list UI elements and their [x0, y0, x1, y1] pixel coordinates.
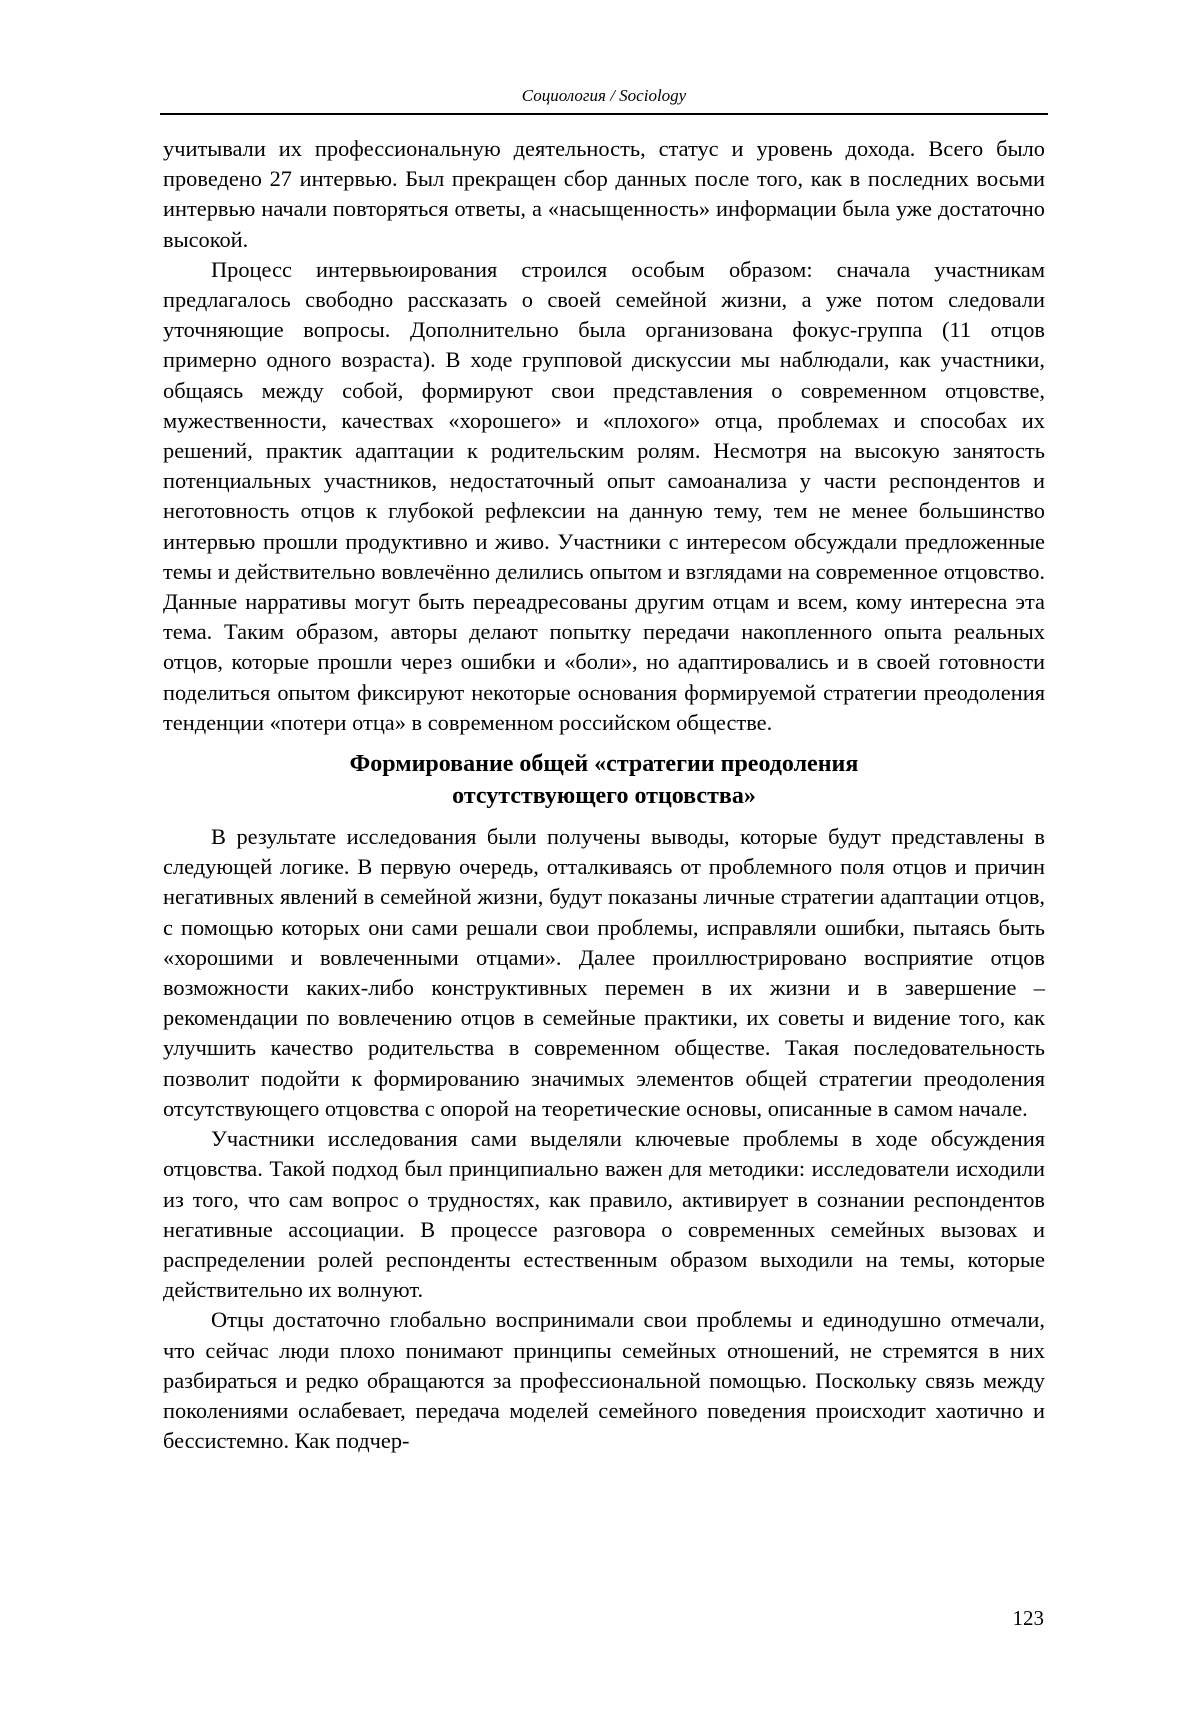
paragraph-fathers: Отцы достаточно глобально воспринимали свои проблемы и единодушно отмечали, что сейчас люди плохо понимают принципы семейных отношений, не стремятся в них разбираться и редко обращаются за профессиональной помощью. Поскольку связь между поколениями ослабевает, передача моделей семейного поведения происходит хаотично и бессистемно. Как подчер-: [163, 1307, 1045, 1454]
section-heading-line-1: Формирование общей «стратегии преодоления: [349, 751, 859, 778]
section-heading-line-2: отсутствующего отцовства»: [452, 783, 756, 810]
paragraph-participants: Участники исследования сами выделяли ключевые проблемы в ходе обсуждения отцовства. Такой подход был принципиально важен для методики: исследователи исходили из того, что сам вопрос о трудностях, как правило, активирует в сознании респондентов негативные ассоциации. В процессе разговора о современных семейных вызовах и распределении ролей респонденты естественным образом выходили на темы, которые действительно их волнуют.: [163, 1126, 1045, 1303]
article-body: [163, 134, 1045, 1456]
paragraph-results: В результате исследования были получены выводы, которые будут представлены в следующей логике. В первую очередь, отталкиваясь от проблемного поля отцов и причин негативных явлений в семейной жизни, будут показаны личные стратегии адаптации отцов, с помощью которых они сами решали свои проблемы, исправляли ошибки, пытаясь быть «хорошими и вовлеченными отцами». Далее проиллюстрировано восприятие отцов возможности каких-либо конструктивных перемен в их жизни и в завершение – рекомендации по вовлечению отцов в семейные практики, их советы и видение того, как улучшить качество родительства в современном обществе. Такая последовательность позволит подойти к формированию значимых элементов общей стратегии преодоления отсутствующего отцовства с опорой на теоретические основы, описанные в самом начале.: [163, 824, 1045, 1121]
paragraph-interview-process: Процесс интервьюирования строился особым образом: сначала участникам предлагалось свободно рассказать о своей семейной жизни, а уже потом следовали уточняющие вопросы. Дополнительно была организована фокус-группа (11 отцов примерно одного возраста). В ходе групповой дискуссии мы наблюдали, как участники, общаясь между собой, формируют свои представления о современном отцовстве, мужественности, качествах «хорошего» и «плохого» отца, проблемах и способах их решений, практик адаптации к родительским ролям. Несмотря на высокую занятость потенциальных участников, недостаточный опыт самоанализа у части респондентов и неготовность отцов к глубокой рефлексии на данную тему, тем не менее большинство интервью прошли продуктивно и живо. Участники с интересом обсуждали предложенные темы и действительно вовлечённо делились опытом и взглядами на современное отцовство. Данные нарративы могут быть переадресованы другим отцам и всем, кому интересна эта тема. Таким образом, авторы делают попытку передачи накопленного опыта реальных отцов, которые прошли через ошибки и «боли», но адаптировались и в своей готовности поделиться опытом фиксируют некоторые основания формируемой стратегии преодоления тенденции «потери отца» в современном российском обществе.: [163, 256, 1045, 735]
header-divider: [160, 113, 1048, 115]
page-number: 123: [1012, 1606, 1044, 1630]
running-header: Социология / Sociology: [521, 86, 687, 105]
paragraph-continued: учитывали их профессиональную деятельность, статус и уровень дохода. Всего было проведено 27 интервью. Был прекращен сбор данных после того, как в последних восьми интервью начали повторяться ответы, а «насыщенность» информации была уже достаточно высокой.: [163, 136, 1045, 252]
section-heading: [163, 748, 1045, 812]
